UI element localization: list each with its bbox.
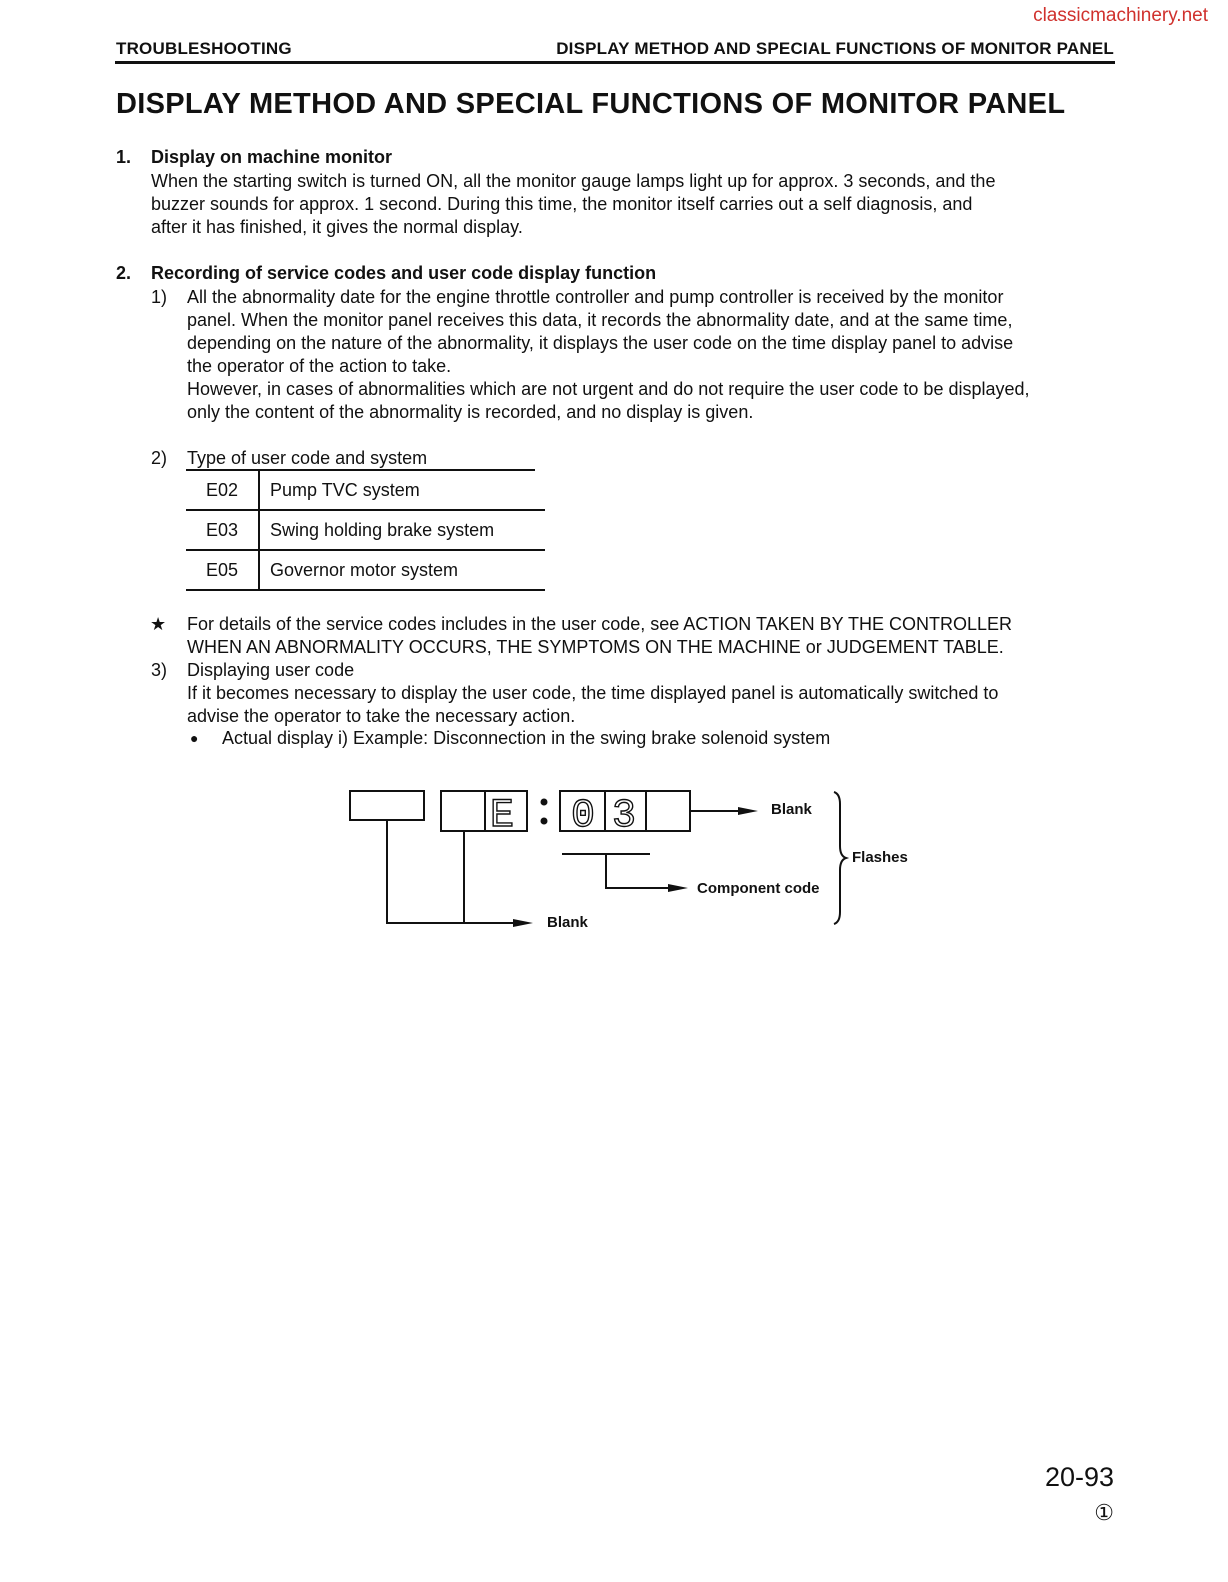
arrow-head (738, 807, 758, 815)
item3-marker: 3) (151, 660, 168, 680)
flashes-brace (834, 792, 846, 924)
watermark: classicmachinery.net (1033, 5, 1208, 26)
item2-title: Type of user code and system (187, 448, 428, 468)
colon-dot (541, 799, 548, 806)
page-title: DISPLAY METHOD AND SPECIAL FUNCTIONS OF MONITOR PANEL (116, 88, 1066, 120)
arrow-head (513, 919, 533, 927)
section1-number: 1. (116, 147, 132, 167)
section2-number: 2. (116, 263, 132, 283)
arrow-head (668, 884, 688, 892)
text-line: WHEN AN ABNORMALITY OCCURS, THE SYMPTOMS ON THE MACHINE or JUDGEMENT TABLE. (187, 637, 1004, 657)
section1-title: Display on machine monitor (151, 147, 393, 167)
header-title: DISPLAY METHOD AND SPECIAL FUNCTIONS OF MONITOR PANEL (556, 39, 1114, 58)
section2-title: Recording of service codes and user code display function (151, 263, 657, 283)
text-line: panel. When the monitor panel receives this data, it records the abnormality date, and at the same time, (187, 310, 1013, 330)
text-line: depending on the nature of the abnormality, it displays the user code on the time display panel to advise (187, 333, 1014, 353)
page-number: 20-93 (1044, 1462, 1114, 1492)
item2-marker: 2) (151, 448, 168, 468)
code-cell: E03 (186, 510, 259, 550)
text-line: only the content of the abnormality is recorded, and no display is given. (187, 402, 754, 422)
star-icon: ★ (150, 614, 167, 634)
bullet-icon: ● (190, 730, 199, 746)
label-blank-top: Blank (771, 801, 812, 818)
text-line: after it has finished, it gives the normal display. (151, 217, 523, 237)
item3-title: Displaying user code (187, 660, 355, 680)
section1-body (151, 170, 1111, 239)
table-row (186, 550, 545, 590)
text-line: All the abnormality date for the engine throttle controller and pump controller is received by the monitor (187, 287, 1004, 307)
label-component-code: Component code (697, 880, 820, 897)
text-line: For details of the service codes includes in the user code, see ACTION TAKEN BY THE CONTROLLER (187, 614, 1013, 634)
code-cell: E05 (186, 550, 259, 590)
user-code-table (186, 471, 545, 591)
item3-body (187, 659, 1117, 728)
display-char-3: 3 (612, 794, 637, 839)
system-cell: Pump TVC system (270, 479, 420, 500)
text-line: advise the operator to take the necessary action. (187, 706, 576, 726)
label-blank-bottom: Blank (547, 914, 588, 931)
text-line: If it becomes necessary to display the user code, the time displayed panel is automatically switched to (187, 683, 999, 703)
system-cell: Swing holding brake system (270, 519, 495, 540)
item1-marker: 1) (151, 287, 168, 307)
label-flashes: Flashes (852, 849, 908, 866)
display-char-e: E (490, 794, 515, 839)
revision-mark: ① (1094, 1500, 1114, 1525)
text-line: buzzer sounds for approx. 1 second. During this time, the monitor itself carries out a self diagnosis, and (151, 194, 973, 214)
table-row (186, 510, 545, 550)
table-row (186, 471, 545, 510)
text-line: However, in cases of abnormalities which are not urgent and do not require the user code to be displayed, (187, 379, 1030, 399)
blank-segment-box (350, 791, 424, 820)
system-cell: Governor motor system (270, 559, 459, 580)
text-line: the operator of the action to take. (187, 356, 452, 376)
bullet-text: Actual display i) Example: Disconnection in the swing brake solenoid system (222, 728, 831, 748)
item1-body (187, 286, 1117, 424)
header-rule (115, 61, 1115, 64)
header-section: TROUBLESHOOTING (116, 39, 292, 58)
user-code-display-diagram (340, 780, 940, 950)
colon-dot (541, 818, 548, 825)
leader-line-component (606, 854, 670, 888)
note-body (187, 613, 1117, 659)
code-cell: E02 (186, 471, 259, 510)
display-char-0: 0 (571, 794, 596, 839)
text-line: When the starting switch is turned ON, all the monitor gauge lamps light up for approx. 3 seconds, and the (151, 171, 996, 191)
